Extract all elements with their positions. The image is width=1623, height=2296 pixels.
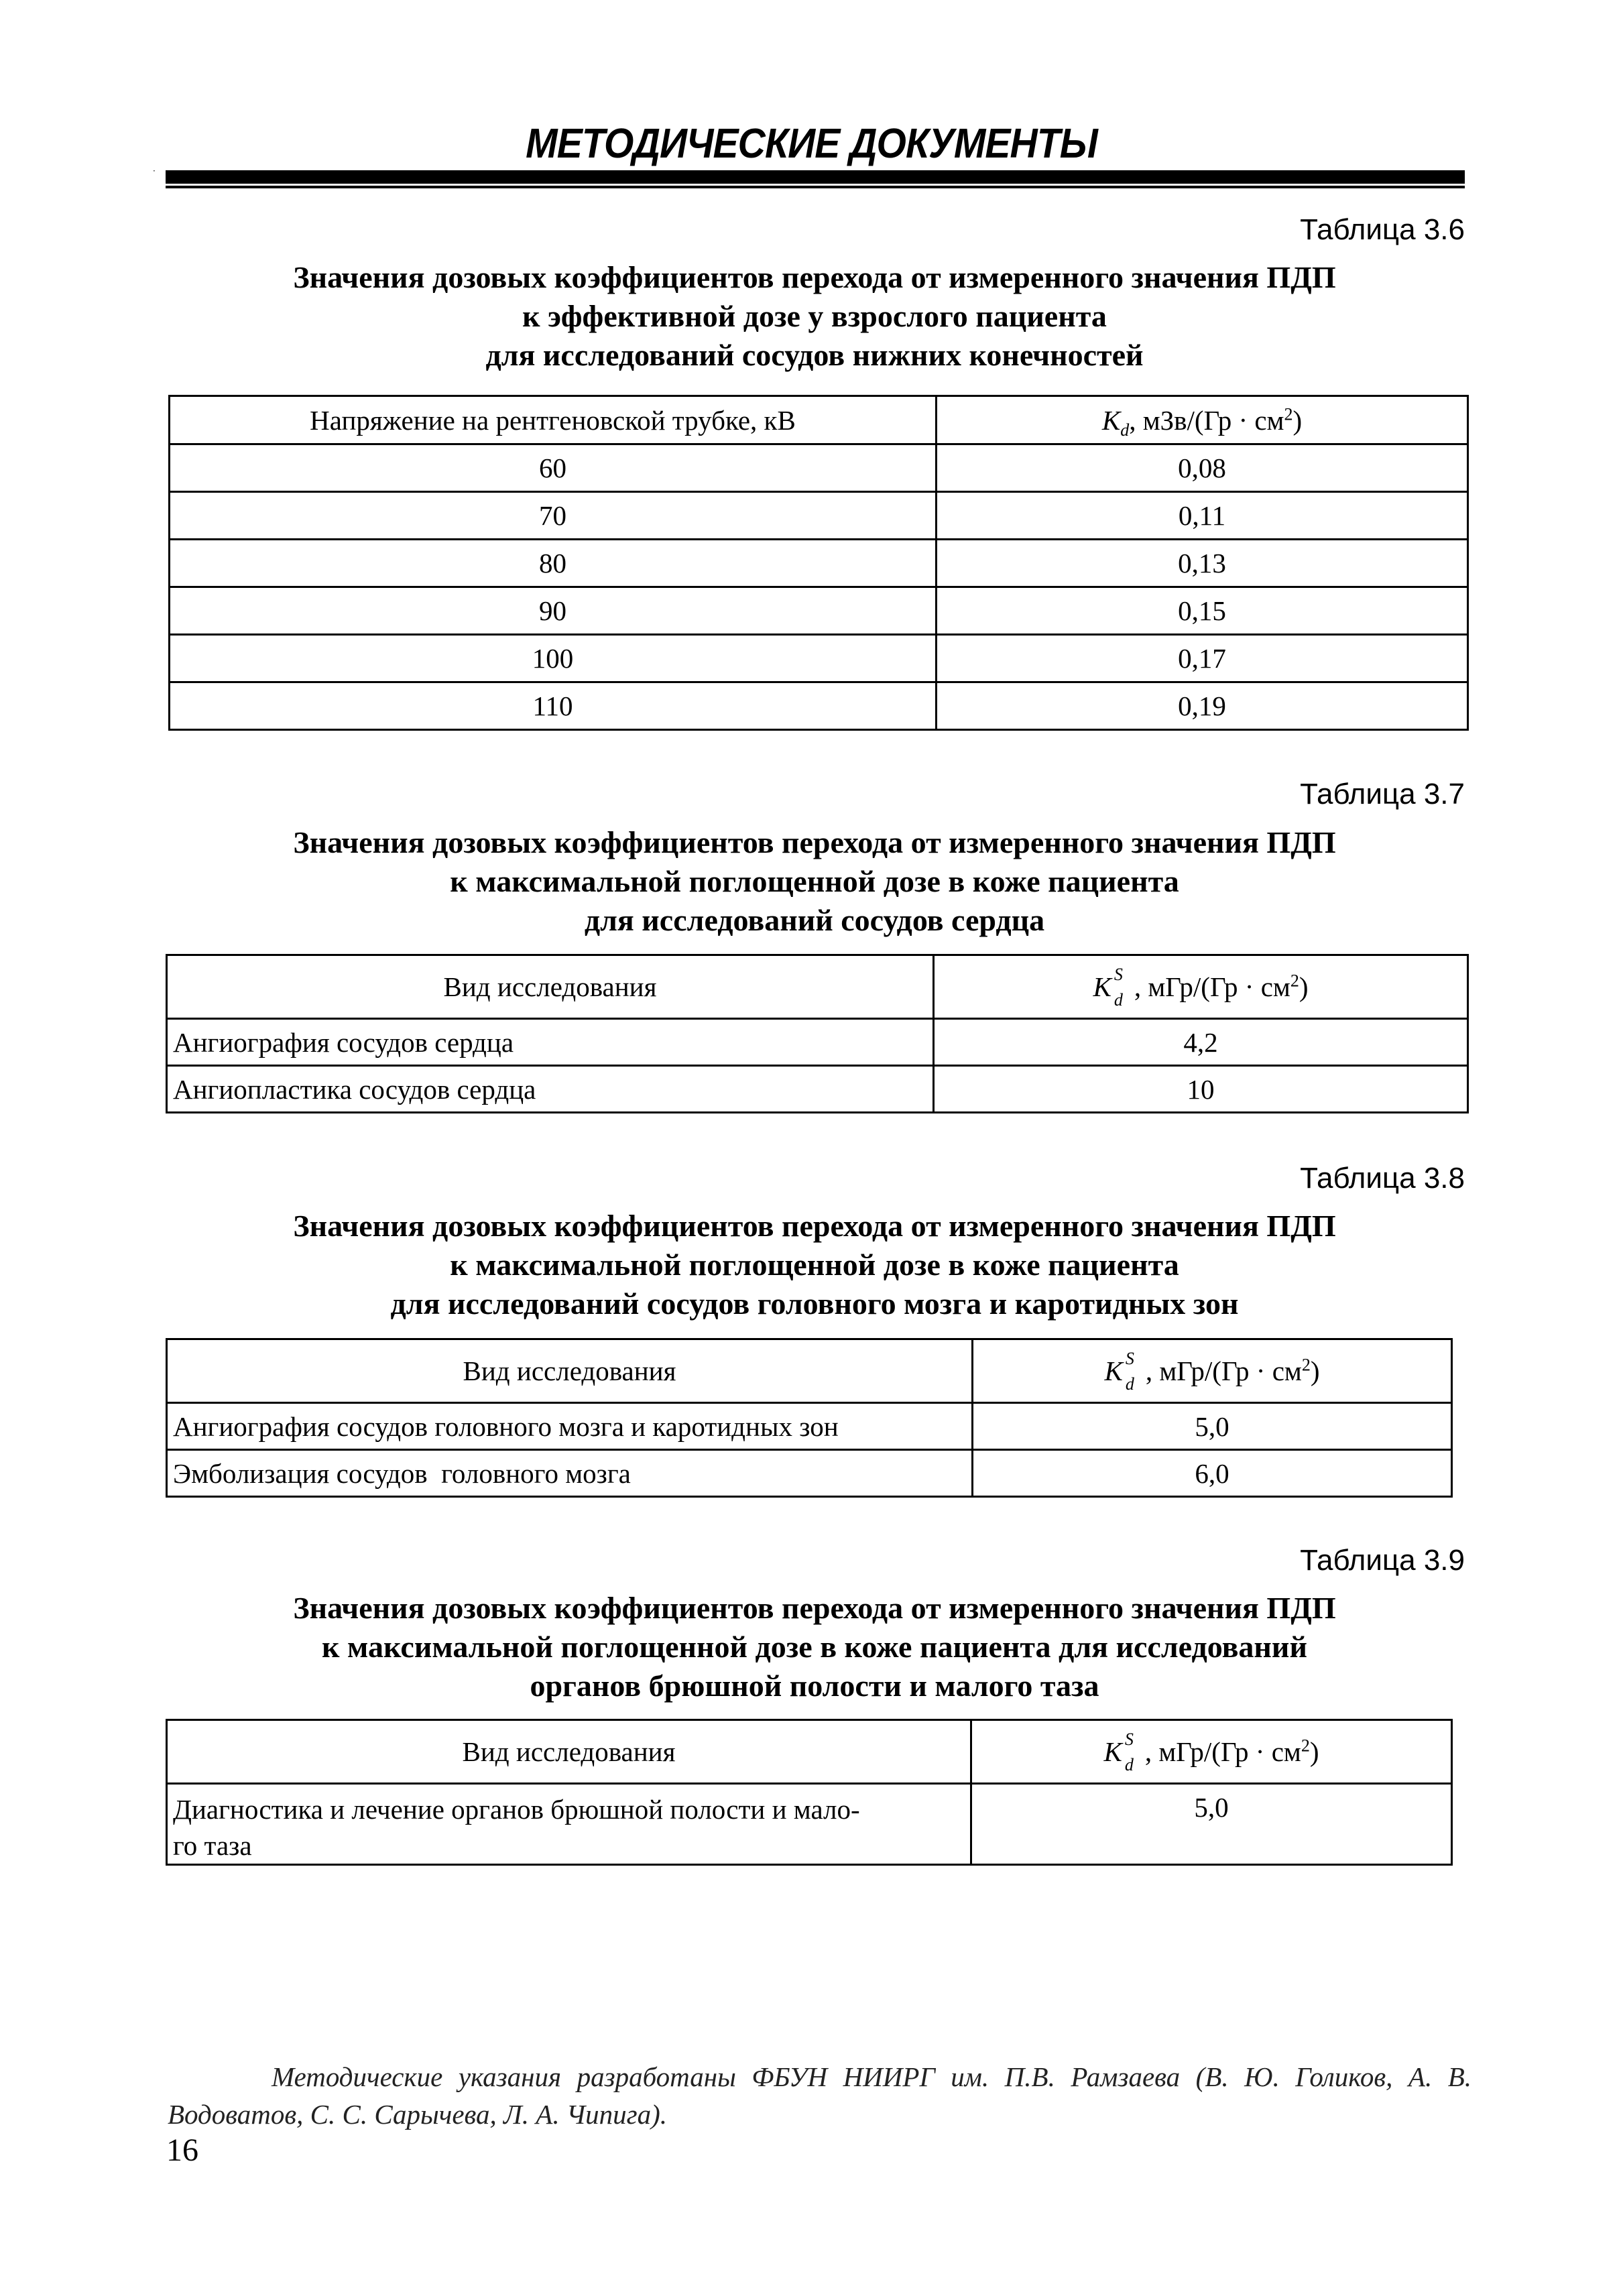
- caption-line: к максимальной поглощенной дозе в коже пациента: [450, 864, 1179, 898]
- kds-subscript: d: [1124, 1755, 1134, 1774]
- column-header-study-type: Вид исследования: [167, 1720, 971, 1784]
- cell-voltage: 80: [170, 540, 937, 587]
- table-caption-3-8: [161, 1207, 1468, 1323]
- table-caption-3-9: [161, 1589, 1468, 1705]
- table-row: [167, 1450, 1452, 1497]
- caption-line: к максимальной поглощенной дозе в коже пациента: [450, 1248, 1179, 1282]
- table-caption-3-7: [161, 823, 1468, 940]
- table-header-row: [167, 1339, 1452, 1403]
- table-row: [170, 540, 1468, 587]
- column-header-study-type: Вид исследования: [167, 955, 934, 1019]
- caption-line: к максимальной поглощенной дозе в коже пациента для исследований: [322, 1630, 1307, 1664]
- cell-kd-value: 0,19: [937, 682, 1468, 730]
- table-3-6: [168, 395, 1469, 731]
- table-row: [170, 492, 1468, 540]
- table-label-3-9: Таблица 3.9: [1300, 1544, 1465, 1577]
- unit-text: , мГр/(Гр · см: [1134, 971, 1290, 1002]
- cell-kds-value: 5,0: [973, 1403, 1452, 1450]
- cell-study-type: Ангиопластика сосудов сердца: [167, 1066, 934, 1113]
- running-header-title: МЕТОДИЧЕСКИЕ ДОКУМЕНТЫ: [526, 121, 1097, 167]
- cell-kds-value: 6,0: [973, 1450, 1452, 1497]
- caption-line: Значения дозовых коэффициентов перехода от измеренного значения ПДП: [293, 1591, 1336, 1625]
- caption-line: для исследований сосудов нижних конечностей: [485, 338, 1144, 372]
- column-header-kds: [973, 1339, 1452, 1403]
- table-row: [170, 587, 1468, 635]
- header-rule-thick: [166, 170, 1465, 184]
- header-rule-thin: [166, 186, 1465, 188]
- cell-kd-value: 0,13: [937, 540, 1468, 587]
- unit-superscript: 2: [1284, 404, 1293, 424]
- column-header-kds: [971, 1720, 1452, 1784]
- cell-kds-value: 5,0: [971, 1784, 1452, 1865]
- table-header-row: [167, 1720, 1452, 1784]
- cell-line: Диагностика и лечение органов брюшной полости и мало-: [173, 1794, 860, 1825]
- table-row: [167, 1784, 1452, 1865]
- cell-kd-value: 0,15: [937, 587, 1468, 635]
- table-3-9: [166, 1719, 1453, 1866]
- table-row: [167, 1066, 1468, 1113]
- cell-kd-value: 0,17: [937, 635, 1468, 682]
- caption-line: для исследований сосудов сердца: [584, 903, 1045, 937]
- table-row: [167, 1403, 1452, 1450]
- column-header-kd: [937, 396, 1468, 444]
- caption-line: Значения дозовых коэффициентов перехода от измеренного значения ПДП: [293, 260, 1336, 294]
- unit-close: ): [1309, 1736, 1319, 1767]
- kd-subscript: d: [1120, 420, 1130, 440]
- table-row: [167, 1019, 1468, 1066]
- unit-superscript: 2: [1301, 1736, 1310, 1756]
- unit-close: ): [1299, 971, 1309, 1002]
- kds-superscript: S: [1124, 1730, 1134, 1749]
- kds-superscript: S: [1114, 965, 1123, 984]
- table-label-3-6: Таблица 3.6: [1300, 213, 1465, 246]
- cell-voltage: 60: [170, 444, 937, 492]
- unit-text: , мГр/(Гр · см: [1145, 1355, 1302, 1386]
- caption-line: органов брюшной полости и малого таза: [530, 1669, 1099, 1703]
- kds-subscript: d: [1114, 990, 1123, 1010]
- table-label-3-8: Таблица 3.8: [1300, 1162, 1465, 1195]
- caption-line: Значения дозовых коэффициентов перехода от измеренного значения ПДП: [293, 825, 1336, 859]
- unit-text: , мЗв/(Гр · см: [1129, 404, 1284, 436]
- cell-kd-value: 0,08: [937, 444, 1468, 492]
- cell-kds-value: 10: [934, 1066, 1468, 1113]
- table-row: [170, 444, 1468, 492]
- cell-kd-value: 0,11: [937, 492, 1468, 540]
- scan-speck: ·: [153, 166, 156, 176]
- unit-superscript: 2: [1301, 1355, 1311, 1375]
- cell-voltage: 110: [170, 682, 937, 730]
- kds-subscript: d: [1125, 1374, 1134, 1394]
- caption-line: для исследований сосудов головного мозга и каротидных зон: [390, 1286, 1239, 1321]
- kds-indices: [1122, 1730, 1145, 1774]
- cell-voltage: 100: [170, 635, 937, 682]
- caption-line: к эффективной дозе у взрослого пациента: [522, 299, 1107, 333]
- table-label-3-7: Таблица 3.7: [1300, 778, 1465, 810]
- column-header-voltage: Напряжение на рентгеновской трубке, кВ: [170, 396, 937, 444]
- kds-symbol: K: [1103, 1736, 1122, 1767]
- caption-line: Значения дозовых коэффициентов перехода от измеренного значения ПДП: [293, 1209, 1336, 1243]
- kds-symbol: K: [1093, 971, 1111, 1002]
- cell-voltage: 90: [170, 587, 937, 635]
- unit-close: ): [1310, 1355, 1320, 1386]
- table-row: [170, 682, 1468, 730]
- kds-symbol: K: [1104, 1355, 1123, 1386]
- table-header-row: [167, 955, 1468, 1019]
- table-caption-3-6: [161, 258, 1468, 375]
- kd-symbol: K: [1101, 404, 1121, 436]
- column-header-kds: [934, 955, 1468, 1019]
- table-row: [170, 635, 1468, 682]
- credits-note: Методические указания разработаны ФБУН НИИРГ им. П.В. Рамзаева (В. Ю. Голиков, А. В. Водоватов, С. С. Сарычева, Л. А. Чипига).: [168, 2061, 1471, 2130]
- page-number: 16: [166, 2132, 198, 2168]
- cell-line: го таза: [173, 1830, 252, 1861]
- table-3-7: [166, 954, 1469, 1113]
- cell-kds-value: 4,2: [934, 1019, 1468, 1066]
- unit-text: , мГр/(Гр · см: [1144, 1736, 1301, 1767]
- column-header-study-type: Вид исследования: [167, 1339, 973, 1403]
- cell-study-type: Ангиография сосудов сердца: [167, 1019, 934, 1066]
- table-header-row: [170, 396, 1468, 444]
- kds-indices: [1111, 965, 1134, 1010]
- unit-superscript: 2: [1290, 971, 1299, 991]
- cell-study-type: Ангиография сосудов головного мозга и каротидных зон: [167, 1403, 973, 1450]
- cell-study-type: Эмболизация сосудов головного мозга: [167, 1450, 973, 1497]
- cell-voltage: 70: [170, 492, 937, 540]
- table-3-8: [166, 1338, 1453, 1498]
- unit-close: ): [1293, 404, 1303, 436]
- kds-superscript: S: [1125, 1349, 1134, 1368]
- cell-study-type: [167, 1784, 971, 1865]
